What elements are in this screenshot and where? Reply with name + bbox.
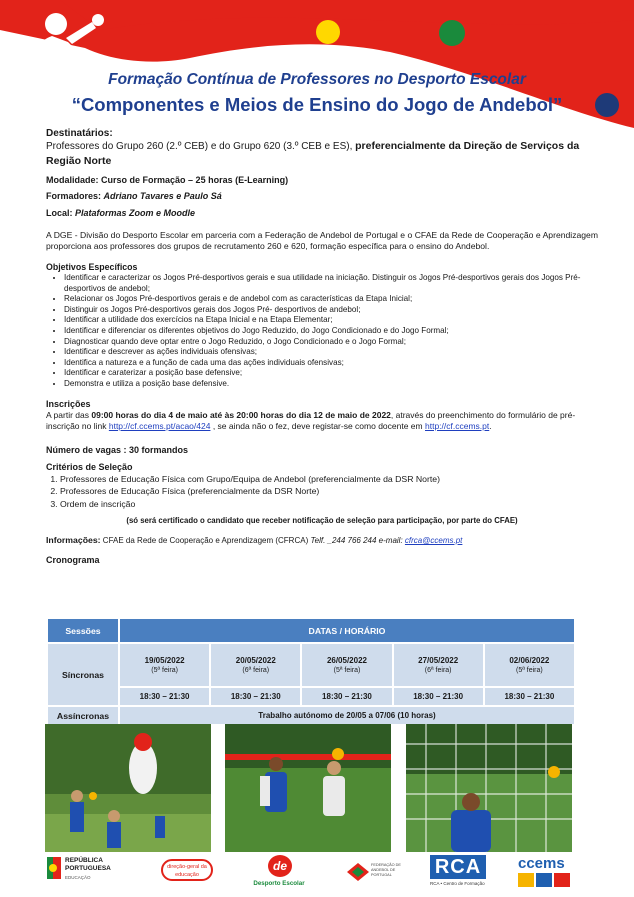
inscricoes-title: Inscrições	[46, 398, 91, 409]
session-date: 27/05/2022	[418, 656, 459, 665]
intro-paragraph: A DGE - Divisão do Desporto Escolar em parceria com a Federação de Andebol de Portugal e o CFAE da Rede de Cooperação e Aprendizagem proporciona aos professores dos grupos de recrutamento 260 e 620, formação específica para o ensino do Andebol.	[46, 229, 598, 252]
inscricoes-t2: , através do preenchimento do formulário de pré-inscrição no link	[46, 409, 576, 432]
green-dot	[439, 20, 465, 46]
criterios-title: Critérios de Seleção	[46, 461, 133, 472]
session-date-cell	[394, 644, 483, 686]
destinatarios-label: Destinatários:	[46, 128, 113, 139]
session-time: 18:30 – 21:30	[211, 688, 300, 705]
fap-logo	[345, 855, 405, 891]
objetivos-title: Objetivos Específicos	[46, 261, 138, 272]
criterio-item: 1. Professores de Educação Física com Grupo/Equipa de Andebol (preferencialmente da DSR Norte)	[60, 473, 598, 485]
de-icon: de	[268, 855, 292, 877]
desporto-escolar-logo	[246, 855, 312, 891]
session-day: (6ª feira)	[424, 667, 452, 674]
destinatarios-highlight: preferencialmente da Direção de Serviços da Região Norte	[46, 140, 580, 168]
session-day: (5ª feira)	[516, 667, 543, 674]
inscricoes-t3: , se ainda não o fez, deve registar-se como docente em	[212, 421, 423, 432]
objetivo-item: • Identificar e caraterizar a posição base defensive;	[64, 368, 598, 379]
objetivo-item: • Identificar e descrever as ações individuais ofensivas;	[64, 347, 598, 358]
objetivo-item: • Distinguir os Jogos Pré-desportivos gerais dos Jogos Pré- desportivos de andebol;	[64, 305, 598, 316]
educacao-text: EDUCAÇÃO	[65, 875, 91, 880]
local-line	[46, 208, 598, 219]
objetivo-item: • Identificar e caracterizar os Jogos Pré-desportivos gerais e sua utilidade na iniciação. Distinguir os Jogos Pré-desportivos gerais dos Jogos Pré- desportivos de andebol;	[64, 273, 598, 294]
sincronas-label: Síncronas	[48, 644, 118, 705]
assincronas-label: Assíncronas	[48, 707, 118, 724]
photo-3	[406, 724, 572, 852]
dge-logo	[157, 855, 217, 891]
email-link[interactable]: cfrca@ccems.pt	[404, 535, 463, 545]
session-date-cell	[211, 644, 300, 686]
objetivo-item: • Relacionar os Jogos Pré-desportivos gerais e de andebol com as características da Etapa Inicial;	[64, 294, 598, 305]
fap-emblem-icon	[347, 863, 369, 881]
destinatarios-body: Professores do Grupo 260 (2.º CEB) e do Grupo 620 (3.º CEB e ES),	[46, 141, 353, 153]
session-time: 18:30 – 21:30	[302, 688, 391, 705]
informacoes-text: CFAE da Rede de Cooperação e Aprendizagem (CFRCA)	[102, 535, 309, 545]
inscription-link[interactable]: http://cf.ccems.pt/acao/424	[108, 421, 211, 432]
flag-icon	[47, 857, 61, 879]
photo-1	[45, 724, 211, 852]
criterio-item: 2. Professores de Educação Física (preferencialmente da DSR Norte)	[60, 485, 598, 497]
informacoes-label: Informações:	[46, 534, 101, 545]
ccems-text: ccems	[518, 855, 565, 872]
republica-text: REPÚBLICA PORTUGUESA	[65, 857, 111, 872]
table-header-sessoes: Sessões	[48, 619, 118, 642]
session-time: 18:30 – 21:30	[120, 688, 209, 705]
session-date: 26/05/2022	[326, 656, 367, 665]
header-banner	[0, 0, 634, 135]
session-day: (6ª feira)	[242, 667, 270, 674]
criterio-item: 3. Ordem de inscrição	[60, 498, 598, 510]
session-date-cell	[302, 644, 391, 686]
criterios-note: (só será certificado o candidato que receber notificação de seleção para participação, por parte do CFAE)	[126, 515, 518, 525]
photo-2	[225, 724, 391, 852]
local-value: Plataformas Zoom e Moodle	[75, 207, 196, 218]
destinatarios-text	[46, 139, 598, 169]
session-day: (5ª feira)	[333, 667, 361, 674]
inscricoes-t4: .	[489, 421, 492, 432]
session-day: (5ª feira)	[151, 667, 178, 674]
inscricoes-text	[46, 410, 598, 433]
objetivo-item: • Identificar a utilidade dos exercícios na Etapa Inicial e na Etapa Elementar;	[64, 315, 598, 326]
course-title: “Componentes e Meios de Ensino do Jogo de Andebol”	[71, 94, 563, 115]
criterios-list	[46, 473, 598, 510]
session-time: 18:30 – 21:30	[394, 688, 483, 705]
rca-logo	[430, 855, 488, 891]
local-label: Local:	[46, 207, 73, 218]
session-date: 02/06/2022	[509, 656, 550, 665]
informacoes-line	[46, 535, 598, 546]
schedule-table	[46, 617, 576, 726]
yellow-dot	[316, 20, 340, 44]
modalidade-value: Curso de Formação – 25 horas (E-Learning)	[101, 175, 289, 186]
cronograma-title: Cronograma	[46, 555, 100, 566]
session-date-cell	[485, 644, 574, 686]
session-time: 18:30 – 21:30	[485, 688, 574, 705]
main-content	[46, 128, 598, 566]
ccems-logo	[516, 855, 574, 891]
dge-text: direção-geral da educação	[161, 859, 213, 881]
modalidade-line	[46, 175, 598, 186]
desporto-text: Desporto Escolar	[253, 880, 305, 887]
table-header-datas: DATAS / HORÁRIO	[120, 619, 574, 642]
session-date-cell	[120, 644, 209, 686]
fap-text: FEDERAÇÃO DE ANDEBOL DE PORTUGAL	[371, 863, 401, 877]
assincronas-text: Trabalho autónomo de 20/05 a 07/06 (10 horas)	[120, 707, 574, 724]
registration-link[interactable]: http://cf.ccems.pt	[425, 421, 490, 432]
modalidade-label: Modalidade:	[46, 175, 99, 186]
rca-text: RCA	[430, 855, 486, 879]
objetivos-list	[46, 273, 598, 390]
republica-portuguesa-logo	[47, 855, 127, 891]
ccems-graphic-icon	[518, 873, 572, 887]
objetivo-item: • Demonstra e utiliza a posição base defensive.	[64, 379, 598, 390]
rca-subtext: RCA • Centro de Formação	[430, 881, 485, 886]
objetivo-item: • Diagnosticar quando deve optar entre o Jogo Reduzido, o Jogo Condicionado e o Jogo Formal;	[64, 337, 598, 348]
objetivo-item: • Identifica a natureza e a função de cada uma das ações individuais ofensivas;	[64, 358, 598, 369]
page-title: Formação Contínua de Professores no Desporto Escolar	[108, 71, 526, 88]
formadores-value: Adriano Tavares e Paulo Sá	[103, 191, 222, 202]
session-date: 19/05/2022	[144, 656, 185, 665]
inscricoes-dates: 09:00 horas do dia 4 de maio até às 20:00 horas do dia 12 de maio de 2022	[91, 409, 391, 420]
objetivo-item: • Identificar e diferenciar os diferentes objetivos do Jogo Reduzido, do Jogo Condicionado e do Jogo Formal;	[64, 326, 598, 337]
session-date: 20/05/2022	[235, 656, 276, 665]
formadores-label: Formadores:	[46, 191, 102, 202]
vagas-line: Número de vagas : 30 formandos	[46, 444, 189, 455]
informacoes-tel: Telf. _244 766 244 e-mail:	[310, 535, 403, 545]
formadores-line	[46, 191, 598, 202]
inscricoes-t1: A partir das	[46, 409, 89, 420]
